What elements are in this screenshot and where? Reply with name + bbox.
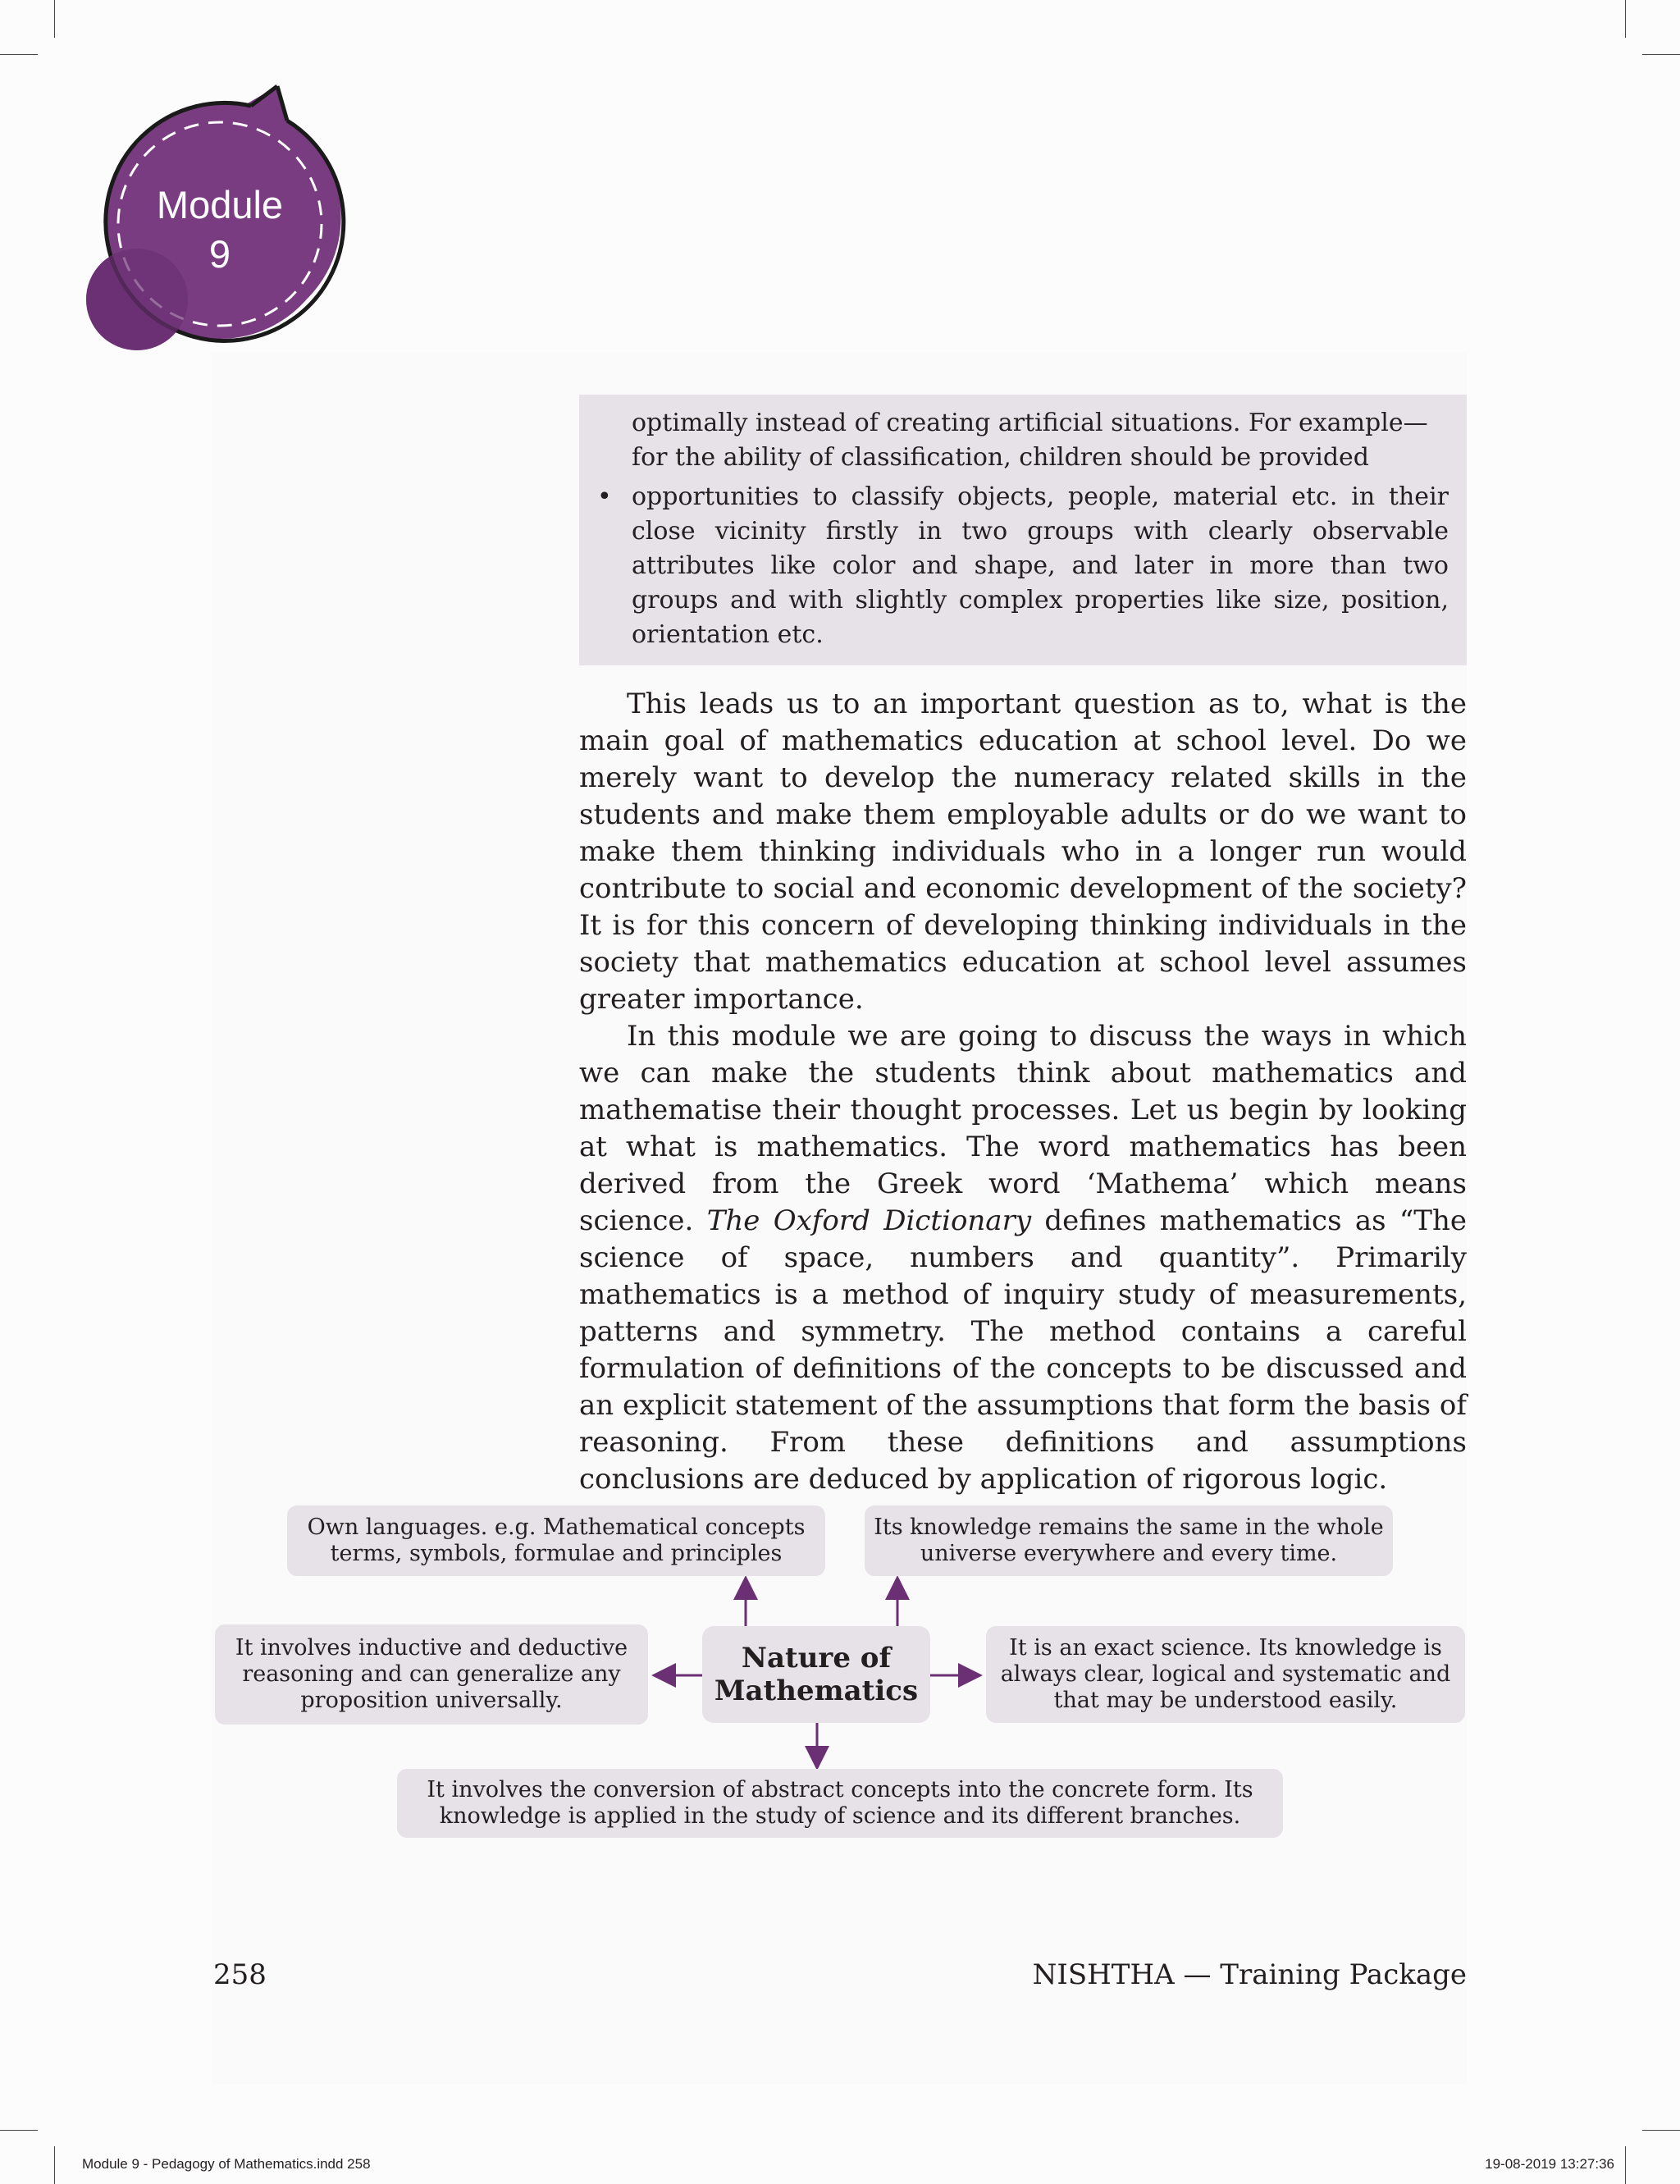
crop-mark [0,2130,38,2131]
callout-continuation: optimally instead of creating artificial situations. For example— for the ability of classification, children should be provided [632,409,1428,472]
page-number: 258 [213,1958,267,1991]
paragraph-2-start: In this module we are going to discuss the ways in which we can make the students think about mathematics and mathematise their thought processes. Let us begin by looking at what is mathematics. The word mathematics has been derived from the Greek word ‘Mathema’ which means science. [579,1020,1467,1237]
body-text [579,686,1467,1498]
module-number: 9 [208,232,231,276]
dictionary-title: The Oxford Dictionary [706,1204,1032,1237]
diagram-box-top-right: Its knowledge remains the same in the whole universe everywhere and every time. [865,1505,1393,1576]
print-slug-file: Module 9 - Pedagogy of Mathematics.indd 258 [82,2156,371,2172]
print-slug-date: 19-08-2019 13:27:36 [1485,2156,1614,2172]
callout-box [579,395,1467,665]
module-label [105,180,335,279]
paragraph-2-end: defines mathematics as “The science of space, numbers and quantity”. Primarily mathematics is a method of inquiry study of measurements, patterns and symmetry. The method contains a careful formulation of definitions of the concepts to be discussed and an explicit statement of the assumptions that form the basis of reasoning. From these definitions and assumptions conclusions are deduced by application of rigorous logic. [579,1204,1468,1496]
diagram-box-bottom: It involves the conversion of abstract concepts into the concrete form. Its knowledge is applied in the study of science and its different branches. [397,1769,1283,1838]
crop-mark [1642,2130,1680,2131]
paragraph-2 [579,1018,1467,1498]
paragraph-1: This leads us to an important question as to, what is the main goal of mathematics education at school level. Do we merely want to develop the numeracy related skills in the students and make them employable adults or do we want to make them thinking individuals who in a longer run would contribute to social and economic development of the society? It is for this concern of developing thinking individuals in the society that mathematics education at school level assumes greater importance. [579,688,1467,1016]
crop-mark [1625,2146,1626,2184]
running-footer-title: NISHTHA — Training Package [1032,1958,1467,1991]
module-word: Module [156,183,284,226]
bullet-marker: • [597,482,612,511]
crop-mark [54,0,55,38]
crop-mark [0,54,38,55]
diagram-box-right: It is an exact science. Its knowledge is always clear, logical and systematic and that may be understood easily. [986,1626,1465,1723]
crop-mark [1642,54,1680,55]
callout-bullet-item: opportunities to classify objects, people, material etc. in their close vicinity firstly in two groups with clearly observable attributes like color and shape, and later in more than two groups and with slightly complex properties like size, position, orientation etc. [632,482,1449,649]
crop-mark [54,2146,55,2184]
crop-mark [1625,0,1626,38]
diagram-box-top-left: Own languages. e.g. Mathematical concepts terms, symbols, formulae and principles [287,1505,825,1576]
diagram-center-node: Nature of Mathematics [702,1626,930,1723]
diagram-box-left: It involves inductive and deductive reasoning and can generalize any proposition universally. [215,1624,648,1725]
